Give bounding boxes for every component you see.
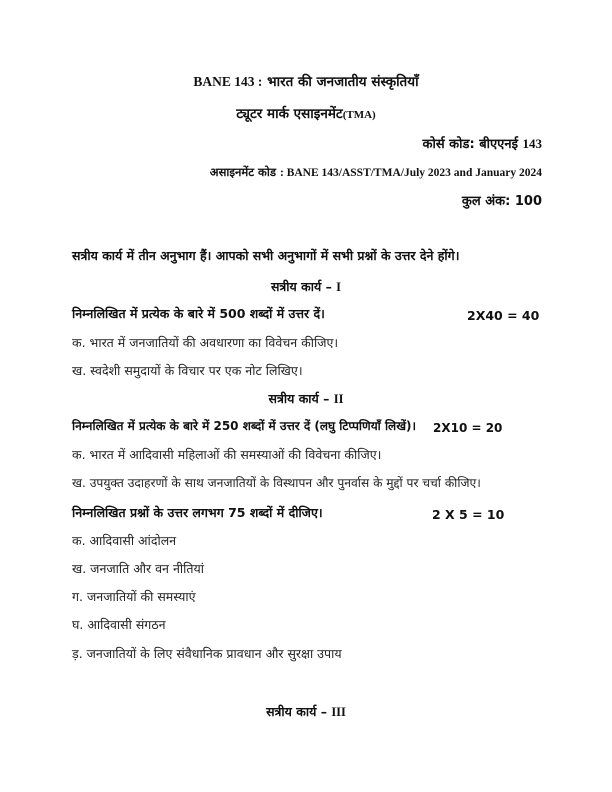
short-question-5: ड़. जनजातियों के लिए संवैधानिक प्रावधान और सुरक्षा उपाय — [72, 646, 342, 661]
section-2-question-2: ख. उपयुक्त उदाहरणों के साथ जनजातियों के विस्थापन और पुनर्वास के मुद्दों पर चर्चा कीजिए। — [72, 476, 481, 490]
section-3-title — [0, 704, 612, 720]
section-2-title-number: II — [333, 392, 344, 406]
section-1-question-1: क. भारत में जनजातियों की अवधारणा का विवेचन कीजिए। — [72, 335, 339, 350]
document-title — [0, 74, 612, 90]
document-subtitle — [0, 106, 612, 122]
short-answer-instruction: निम्नलिखित प्रश्नों के उत्तर लगभग 75 शब्दों में दीजिए। — [72, 505, 323, 520]
assignment-code-label: असाइनमेंट कोड — [209, 165, 280, 179]
course-code — [423, 136, 543, 153]
section-1-question-2: ख. स्वदेशी समुदायों के विचार पर एक नोट लिखिए। — [72, 363, 303, 378]
intro-text: सत्रीय कार्य में तीन अनुभाग हैं। आपको सभी अनुभागों में सभी प्रश्नों के उत्तर देने होंगे। — [72, 248, 460, 263]
section-1-marks: 2X40 = 40 — [467, 308, 540, 323]
title-text: भारत की जनजातीय संस्कृतियाँ — [262, 74, 419, 90]
total-marks: कुल अंक: 100 — [461, 194, 542, 209]
section-2-question-1: क. भारत में आदिवासी महिलाओं की समस्याओं की विवेचना कीजिए। — [72, 447, 382, 462]
section-1-title — [0, 279, 612, 295]
subtitle-abbr: (TMA) — [342, 109, 376, 121]
section-1-instruction: निम्नलिखित में प्रत्येक के बारे में 500 शब्दों में उत्तर दें। — [72, 306, 325, 321]
subtitle-hindi: ट्यूटर मार्क एसाइनमेंट — [236, 106, 343, 122]
course-code-inline: BANE 143 : — [193, 74, 263, 89]
section-3-title-number: III — [331, 705, 346, 719]
course-code-number: 143 — [522, 136, 542, 151]
short-question-4: घ. आदिवासी संगठन — [72, 617, 166, 632]
short-question-1: क. आदिवासी आंदोलन — [72, 533, 177, 548]
section-1-title-hindi: सत्रीय कार्य – — [270, 279, 337, 294]
section-2-title-hindi: सत्रीय कार्य – — [268, 391, 334, 406]
section-3-title-hindi: सत्रीय कार्य – — [266, 704, 332, 719]
section-1-title-number: I — [336, 280, 342, 294]
assignment-code — [210, 166, 542, 181]
assignment-code-value: : BANE 143/ASST/TMA/July 2023 and January 2024 — [280, 167, 542, 179]
short-question-3: ग. जनजातियों की समस्याएं — [72, 589, 196, 604]
section-2-title — [0, 391, 612, 407]
section-2-instruction: निम्नलिखित में प्रत्येक के बारे में 250 शब्दों में उत्तर दें (लघु टिप्पणियाँ लिखें)। — [72, 419, 417, 433]
short-question-2: ख. जनजाति और वन नीतियां — [72, 561, 204, 576]
course-code-label: कोर्स कोड: बीएएनई — [422, 137, 523, 152]
section-2-marks: 2X10 = 20 — [433, 421, 503, 435]
short-answer-marks: 2 X 5 = 10 — [432, 507, 505, 522]
